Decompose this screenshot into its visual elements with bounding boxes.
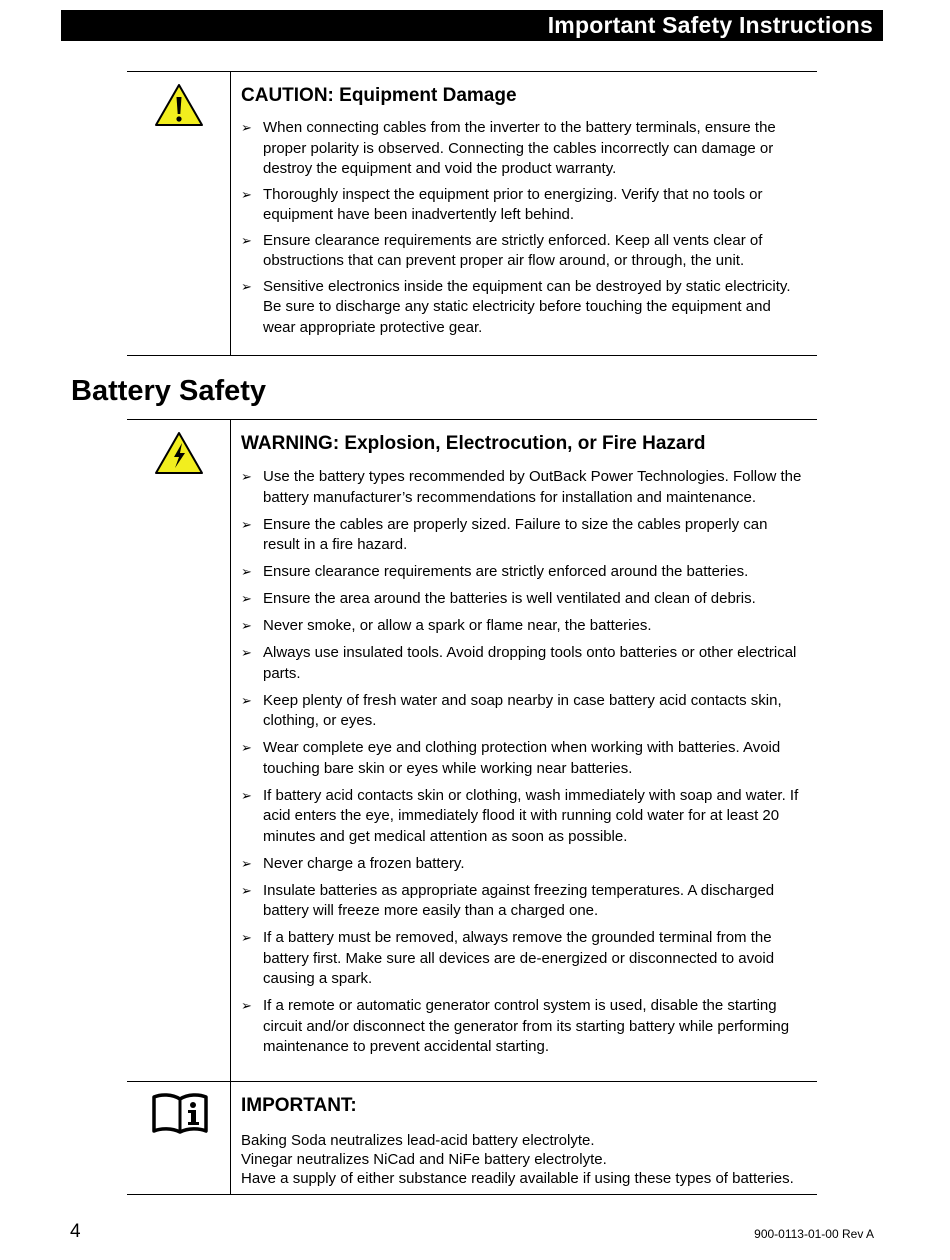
list-item: ➢ Never smoke, or allow a spark or flame near, the batteries. (241, 617, 652, 634)
section-title: Battery Safety (71, 375, 267, 407)
list-item: ➢ Ensure the area around the batteries is well ventilated and clean of debris. (241, 590, 756, 607)
header-bar (61, 10, 883, 41)
important-line: Have a supply of either substance readily available if using these types of batteries. (241, 1170, 794, 1187)
important-line: Baking Soda neutralizes lead-acid battery electrolyte. (241, 1132, 595, 1149)
caution-list (241, 118, 807, 338)
electrical-hazard-icon (153, 430, 205, 481)
manual-info-icon (151, 1091, 209, 1140)
caution-divider (230, 72, 231, 355)
list-item: ➢ If battery acid contacts skin or clothing, wash immediately with soap and water. If acid enters the eye, immediately flood it with running cold water for at least 20 minutes and get medical attention as soon as possible. (241, 786, 799, 845)
important-content (241, 1082, 807, 1188)
warning-box (127, 419, 817, 1082)
important-lines (241, 1131, 807, 1188)
list-item: ➢ Sensitive electronics inside the equipment can be destroyed by static electricity. Be sure to discharge any static electricity before touching the equipment and wear appropriate protective gear. (241, 277, 791, 336)
list-item: ➢ If a battery must be removed, always remove the grounded terminal from the battery first. Make sure all devices are de-energized or disconnected to avoid causing a spark. (241, 929, 775, 987)
document-number: 900-0113-01-00 Rev A (754, 1227, 874, 1241)
warning-divider (230, 420, 231, 1082)
list-item: ➢ Keep plenty of fresh water and soap nearby in case battery acid contacts skin, clothing, or eyes. (241, 691, 782, 729)
caution-heading: CAUTION: Equipment Damage (241, 85, 517, 106)
warning-list (241, 467, 807, 1058)
list-item: ➢ Ensure clearance requirements are strictly enforced. Keep all vents clear of obstructions that can prevent proper air flow around, or through, the unit. (241, 231, 763, 269)
important-line: Vinegar neutralizes NiCad and NiFe battery electrolyte. (241, 1151, 607, 1168)
important-heading: IMPORTANT: (241, 1095, 357, 1116)
warning-content (241, 420, 807, 1058)
list-item: ➢ Use the battery types recommended by OutBack Power Technologies. Follow the battery manufacturer’s recommendations for installation and maintenance. (241, 468, 802, 506)
list-item: ➢ Wear complete eye and clothing protection when working with batteries. Avoid touching bare skin or eyes while working near batteries. (241, 739, 781, 777)
caution-box (127, 71, 817, 356)
caution-triangle-icon (153, 82, 205, 133)
list-item: ➢ Ensure clearance requirements are strictly enforced around the batteries. (241, 563, 749, 580)
list-item: ➢ If a remote or automatic generator control system is used, disable the starting circuit and/or disconnect the generator from its starting battery while performing maintenance to prevent accidental starting. (241, 997, 790, 1055)
important-box (127, 1081, 817, 1195)
important-divider (230, 1082, 231, 1194)
list-item: ➢ Thoroughly inspect the equipment prior to energizing. Verify that no tools or equipment have been inadvertently left behind. (241, 185, 763, 223)
page-header-title: Important Safety Instructions (547, 12, 873, 38)
list-item: ➢ When connecting cables from the inverter to the battery terminals, ensure the proper polarity is observed. Connecting the cables incorrectly can damage or destroy the equipment and void the product warranty. (241, 119, 776, 177)
caution-content (241, 72, 807, 338)
list-item: ➢ Insulate batteries as appropriate against freezing temperatures. A discharged battery will freeze more easily than a charged one. (241, 881, 775, 919)
list-item: ➢ Ensure the cables are properly sized. Failure to size the cables properly can result in a fire hazard. (241, 515, 768, 553)
list-item: ➢ Never charge a frozen battery. (241, 854, 465, 872)
page-number: 4 (70, 1221, 81, 1242)
list-item: ➢ Always use insulated tools. Avoid dropping tools onto batteries or other electrical parts. (241, 644, 797, 682)
warning-heading: WARNING: Explosion, Electrocution, or Fire Hazard (241, 433, 706, 454)
